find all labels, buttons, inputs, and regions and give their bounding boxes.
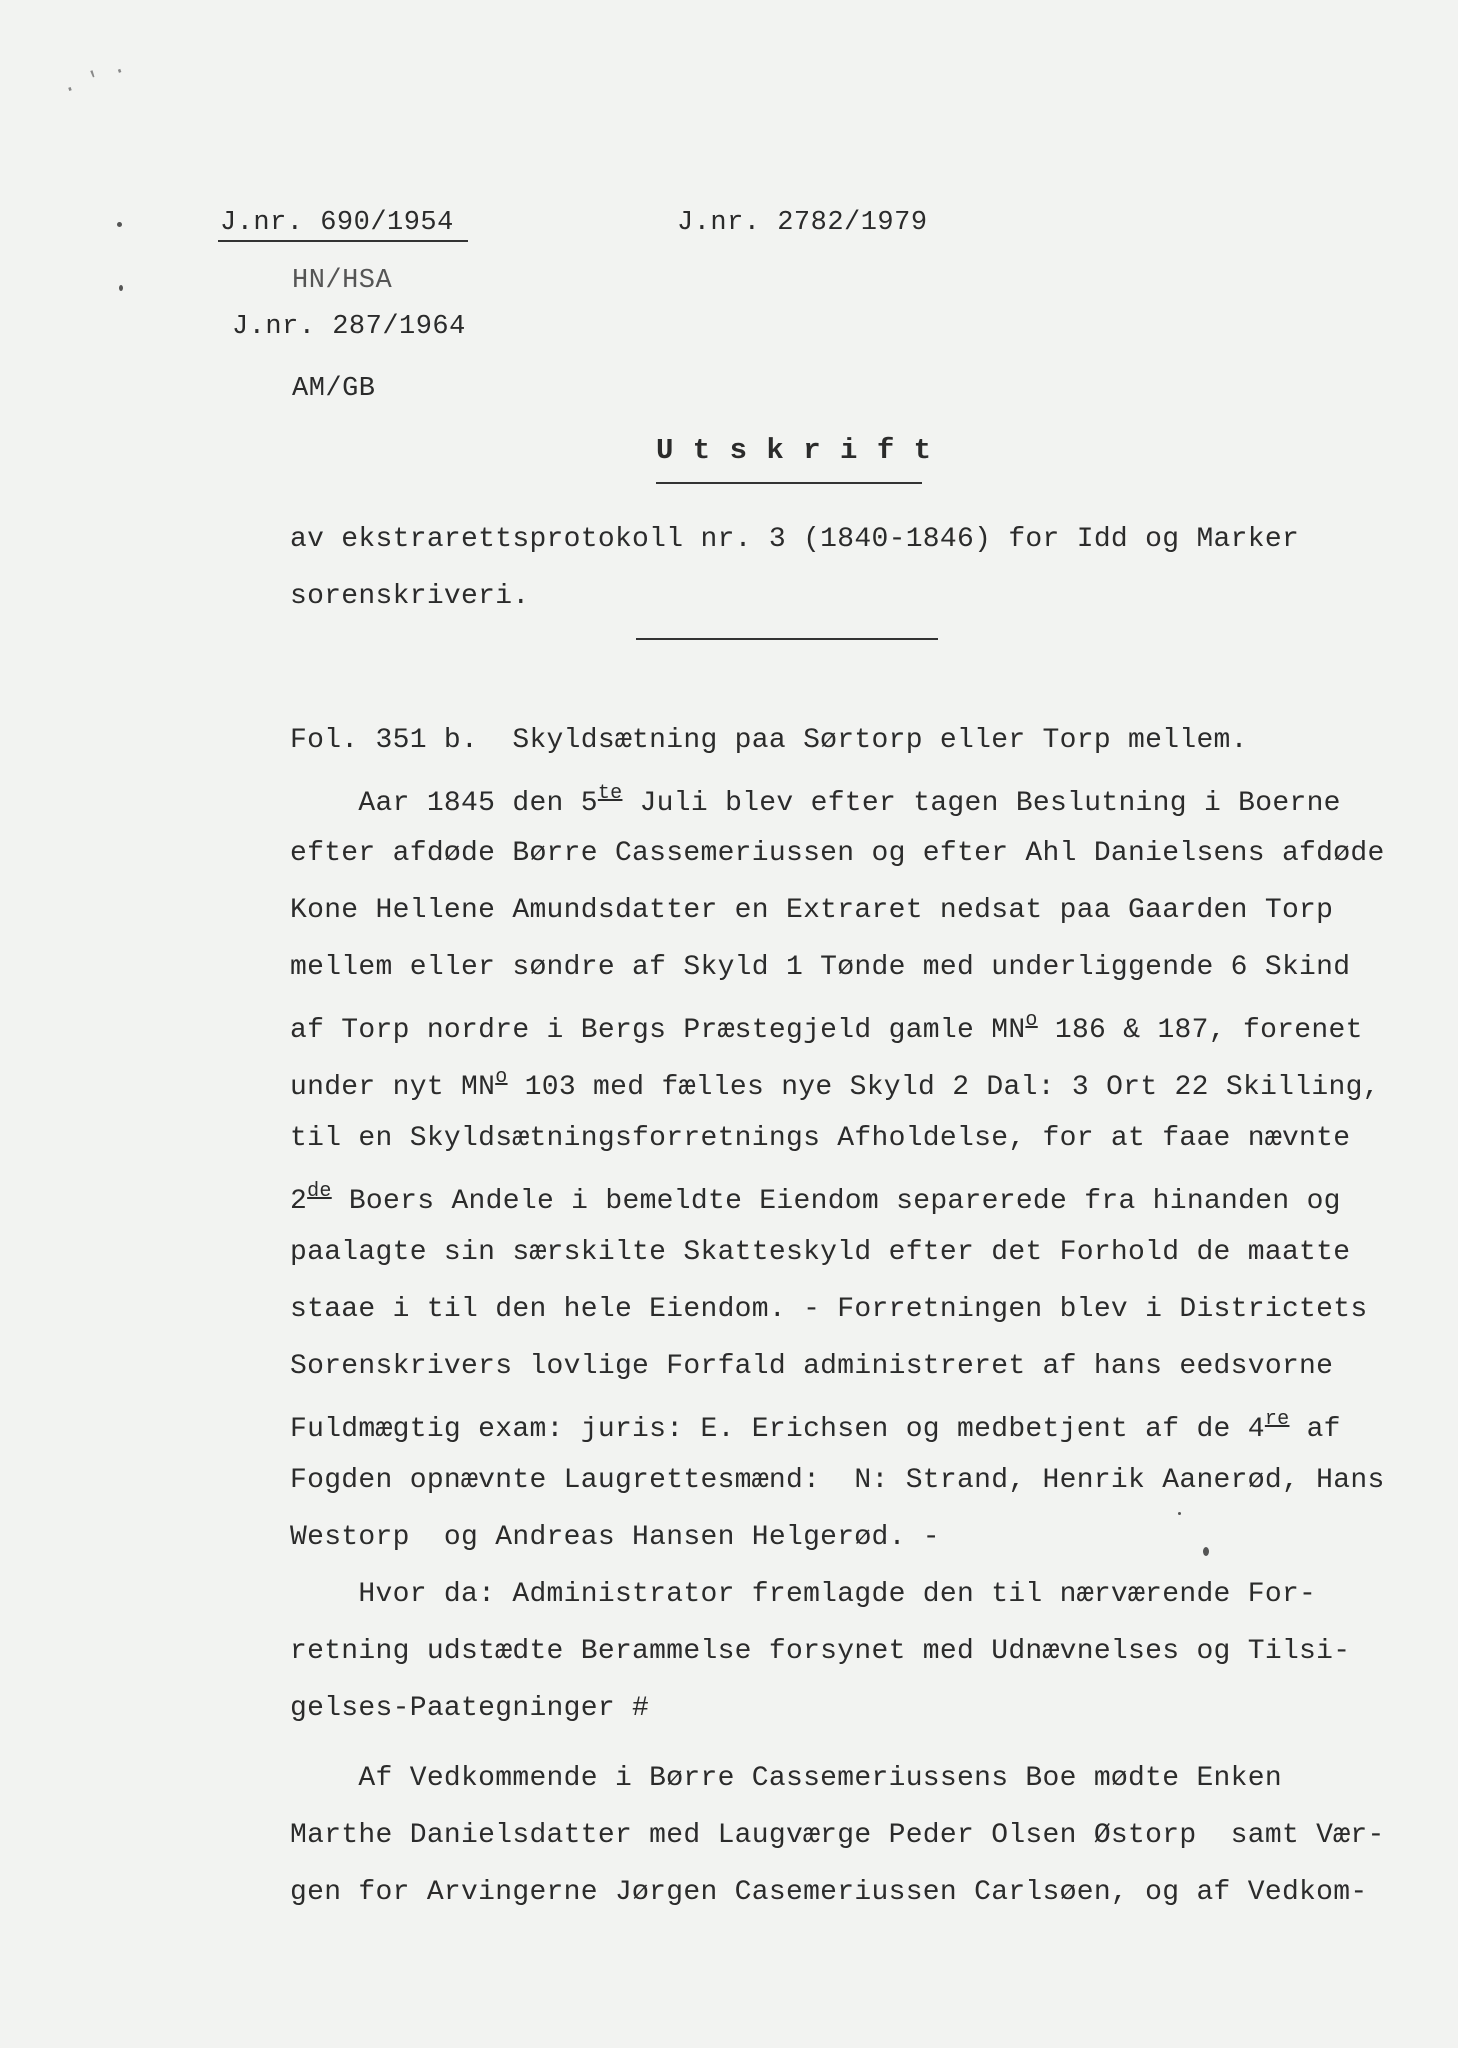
body-line: Fogden opnævnte Laugrettesmænd: N: Strand, Henrik Aanerød, Hans	[290, 1465, 1385, 1496]
body-text: Boers Andele i bemeldte Eiendom separerede fra hinanden og	[331, 1186, 1341, 1217]
body-line: mellem eller søndre af Skyld 1 Tønde med underliggende 6 Skind	[290, 952, 1351, 983]
body-text: 103 med fælles nye Skyld 2 Dal: 3 Ort 22 Skilling,	[507, 1072, 1380, 1103]
body-line: Kone Hellene Amundsdatter en Extraret nedsat paa Gaarden Torp	[290, 895, 1334, 926]
body-line	[290, 782, 1341, 819]
body-line	[290, 1009, 1363, 1046]
journal-number-underline	[218, 240, 468, 242]
body-line: retning udstædte Berammelse forsynet med Udnævnelses og Tilsi-	[290, 1636, 1351, 1667]
margin-dot	[117, 222, 122, 227]
body-line: Westorp og Andreas Hansen Helgerød. -	[290, 1522, 940, 1553]
body-line: Fol. 351 b. Skyldsætning paa Sørtorp eller Torp mellem.	[290, 725, 1248, 756]
body-text: 2	[290, 1186, 308, 1217]
body-text: af Torp nordre i Bergs Præstegjeld gamle MN	[290, 1015, 1026, 1046]
body-line: gelses-Paategninger #	[290, 1693, 650, 1724]
body-line: til en Skyldsætningsforretnings Afholdelse, for at faae nævnte	[290, 1123, 1351, 1154]
subtitle-line: av ekstrarettsprotokoll nr. 3 (1840-1846) for Idd og Marker	[290, 524, 1300, 555]
superscript: te	[597, 782, 623, 805]
body-text: Fuldmægtig exam: juris: E. Erichsen og medbetjent af de 4	[290, 1414, 1265, 1445]
stray-dot	[1203, 1547, 1209, 1556]
body-line: Marthe Danielsdatter med Laugværge Peder Olsen Østorp samt Vær-	[290, 1820, 1385, 1851]
stray-dot	[1178, 1512, 1181, 1515]
body-line	[290, 1408, 1341, 1445]
corner-mark: · ' ·	[59, 57, 131, 104]
section-divider	[636, 638, 938, 640]
superscript: o	[495, 1066, 508, 1089]
body-line	[290, 1180, 1341, 1217]
title-underline	[656, 482, 922, 484]
superscript: de	[307, 1180, 332, 1203]
body-line: Af Vedkommende i Børre Cassemeriussens Boe mødte Enken	[290, 1763, 1282, 1794]
body-line: efter afdøde Børre Cassemeriussen og efter Ahl Danielsens afdøde	[290, 838, 1385, 869]
initials-hn-hsa: HN/HSA	[292, 266, 393, 296]
body-line: paalagte sin særskilte Skatteskyld efter det Forhold de maatte	[290, 1237, 1351, 1268]
journal-number-1979: J.nr. 2782/1979	[677, 208, 928, 238]
document-title: U t s k r i f t	[656, 434, 933, 467]
body-line: staae i til den hele Eiendom. - Forretningen blev i Districtets	[290, 1294, 1368, 1325]
margin-dot	[119, 285, 123, 291]
journal-number-1964: J.nr. 287/1964	[232, 312, 466, 342]
body-line: Sorenskrivers lovlige Forfald administreret af hans eedsvorne	[290, 1351, 1334, 1382]
body-line	[290, 1066, 1380, 1103]
body-text: Juli blev efter tagen Beslutning i Boerne	[622, 788, 1341, 819]
body-line: gen for Arvingerne Jørgen Casemeriussen Carlsøen, og af Vedkom-	[290, 1877, 1368, 1908]
initials-am-gb: AM/GB	[292, 374, 376, 404]
body-text: Aar 1845 den 5	[290, 788, 598, 819]
superscript: re	[1264, 1408, 1290, 1431]
body-text: 186 & 187, forenet	[1037, 1015, 1363, 1046]
journal-number-1954: J.nr. 690/1954	[220, 208, 454, 238]
subtitle-line: sorenskriveri.	[290, 581, 530, 612]
body-line: Hvor da: Administrator fremlagde den til nærværende For-	[290, 1579, 1317, 1610]
body-text: under nyt MN	[290, 1072, 496, 1103]
body-text: af	[1289, 1414, 1341, 1445]
superscript: o	[1025, 1009, 1038, 1032]
